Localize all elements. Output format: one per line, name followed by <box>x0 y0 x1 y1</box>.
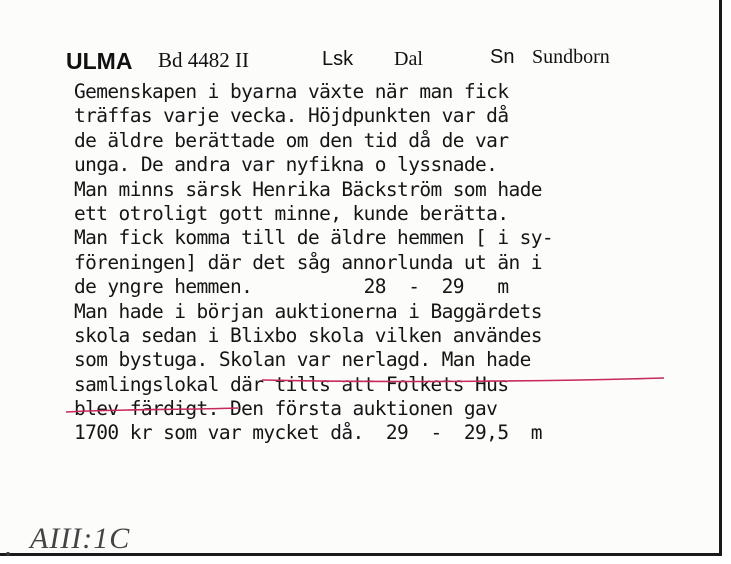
province-key: Lsk <box>322 48 354 70</box>
text-line: de äldre berättade om den tid då de var <box>74 128 509 152</box>
text-line: blev färdigt. Den första auktionen gav <box>74 397 498 421</box>
parish-value: Sundborn <box>532 46 610 68</box>
text-line: som bystuga. Skolan var nerlagd. Man hade <box>74 348 531 372</box>
parish-key: Sn <box>490 46 515 68</box>
text-line: samlingslokal där tills att Folkets Hus <box>74 372 509 396</box>
margin-mark <box>6 552 10 556</box>
transcript-body <box>74 80 684 446</box>
text-line: 1700 kr som var mycket då. 29 - 29,5 m <box>74 421 542 445</box>
text-line: föreningen] där det såg annorlunda ut än i <box>74 250 542 274</box>
text-line: ett otroligt gott minne, kunde berätta. <box>74 201 509 225</box>
text-line: träffas varje vecka. Höjdpunkten var då <box>74 104 509 128</box>
text-line: skola sedan i Blixbo skola vilken användes <box>74 323 542 347</box>
text-line: de yngre hemmen. 28 - 29 m <box>74 275 509 299</box>
province-value: Dal <box>394 48 423 70</box>
text-line: Man minns särsk Henrika Bäckström som hade <box>74 177 542 201</box>
volume-label: Bd 4482 II <box>158 48 249 72</box>
archive-signature: AIII:1C <box>30 522 131 555</box>
text-line: Man fick komma till de äldre hemmen [ i sy- <box>74 226 554 250</box>
text-line: Man hade i början auktionerna i Baggärdets <box>74 299 542 323</box>
text-line: Gemenskapen i byarna växte när man fick <box>74 80 509 103</box>
collection-label: ULMA <box>66 48 133 74</box>
text-line: unga. De andra var nyfikna o lyssnade. <box>74 153 498 177</box>
